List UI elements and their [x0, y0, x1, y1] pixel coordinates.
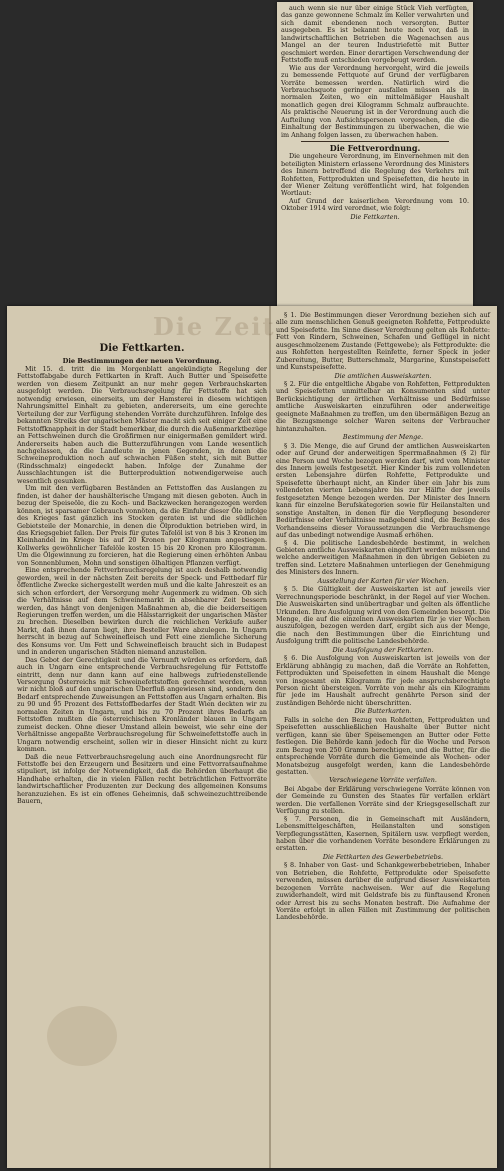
- top-paragraph-1: auch wenn sie nur über einige Stück Vieh verfügten, das ganze gewonnene Schmalz im Keller verwahrten und sich damit ebendenen noch versorgten. Butter ausgegeben. Es ist bekannt heute noch vor, daß in landwirtschaftlichen Betrieben die Wagenachsen aus Mangel an der teuren Industriefette mit Butter geschmiert werden. Einer derartigen Verschwendung der Fettstoffe muß entschieden vorgebeugt werden.: [281, 4, 469, 65]
- section-heading-4: Die Ausfolgung der Fettkarten.: [332, 645, 434, 654]
- section-heading-7: Die Fettkarten des Gewerbebetriebs.: [322, 852, 444, 861]
- article-subtitle: Die Bestimmungen der neuen Verordnung.: [62, 357, 222, 365]
- divider: [301, 141, 449, 142]
- top-heading: Die Fettverordnung.: [329, 143, 421, 154]
- section-heading-3: Ausstellung der Karten für vier Wochen.: [317, 576, 449, 585]
- section-heading-5: Die Butterkarten.: [354, 707, 412, 716]
- masthead-watermark: Die Zeit: [153, 312, 276, 341]
- top-paragraph-3: Die ungeheure Verordnung, im Einvernehmen mit den beteiligten Ministern erlassene Verordnung des Ministers des Innern betreffend die Regelung des Verkehrs mit Rohfetten, Fettprodukten und Speisefetten, die heute in der Wiener Zeitung veröffentlicht wird, hat folgenden Wortlaut:: [281, 152, 469, 198]
- article-title: Die Fettkarten.: [99, 343, 185, 354]
- right-column: [276, 312, 490, 922]
- fold-line: [269, 306, 271, 1168]
- top-subheading: Die Fettkarten.: [350, 212, 400, 221]
- section-heading-6: Verschwiegene Vorräte verfallen.: [329, 776, 437, 785]
- section-heading-1: Die amtlichen Ausweiskarten.: [334, 371, 432, 380]
- left-paragraph-4: Das Gebot der Gerechtigkeit und die Vernunft würden es erfordern, daß auch in Ungarn eine entsprechende Verbrauchsregelung für Fettstoffe eintritt, denn nur dann kann auf eine halbwegs zufriedenstellende Versorgung Österreichs mit Schweinefettstoffen gerechnet werden, wenn wir nicht bloß auf den ungarischen Überfluß angewiesen sind, sondern den Bedarf entsprechende Zuweisungen an Fettstoffen aus Ungarn erhalten. Bis zu 90 und 95 Prozent des Fettstoffbedarfes der Stadt Wien deckten wir zu normalen Zeiten in Ungarn, und bis zu 70 Prozent ihres Bedarfs an Fettstoffen mußten die österreichischen Kronländer blauen in Ungarn zumeist decken. Ohne dieser Umstand allein beweist, wie sehr eine der Verhältnisse angepaßte Verbrauchsregelung für Schweinefettstoffe auch in Ungarn notwendig erscheint, sollen wir in dieser Hinsicht nicht zu kurz kommen.: [17, 655, 267, 754]
- right-paragraph-7: Falls in solche den Bezug von Rohfetten, Fettprodukten und Speisefetten ausschließlichen Haushalte über Butter nicht verfügen, kann sie über Speisemengen an Butter oder Fette festlegen. Die Behörde kann jedoch für die Woche und Person zum Bezug von 250 Gramm berechtigen, und die Butter, für die entsprechende Vorräte durch die Gemeinde als Wochen- oder Monatsbezug ausgefolgt werden, kann die Landesbehörde gestatten.: [276, 715, 490, 776]
- top-paragraph-4: Auf Grund der kaiserlichen Verordnung vom 10. Oktober 1914 wird verordnet, wie folgt:: [281, 196, 469, 213]
- right-paragraph-1: § 1. Die Bestimmungen dieser Verordnung beziehen sich auf alle zum menschlichen Genuß geeigneten Rohfette, Fettprodukte und Speisefette. Im Sinne dieser Verordnung gelten als Rohfette: Fett von Rindern, Schweinen, Schafen und Geflügel in nicht ausgeschmolzenem Zustande (Fettgewebe); als Fettprodukte: die aus Rohfetten hergestellten Reinfette, ferner Speck in jeder Zubereitung, Butter, Butterschmalz, Margarine, Kunstspeisefett und Kunstspeisefette.: [276, 311, 490, 372]
- right-paragraph-5: § 5. Die Gültigkeit der Ausweiskarten ist auf jeweils vier Verrechnungsperiode beschränkt, in der Regel auf vier Wochen. Die Ausweiskarten sind unübertragbar und gelten als öffentliche Urkunden. Ihre Ausfolgung wird von den Gemeinden besorgt. Die Menge, die auf die einzelnen Ausweiskarten für je vier Wochen auszufolgen, bezogen werden darf, ergibt sich aus der Menge, die nach den Bestimmungen über die Einrichtung und Ausfolgung trifft die politische Landesbehörde.: [276, 585, 490, 646]
- right-paragraph-6: § 6. Die Ausfolgung von Ausweiskarten ist jeweils von der Erklärung abhängig zu machen, daß die Vorräte an Rohfetten, Fettprodukten und Speisefetten in einem Haushalt die Menge von insgesamt ein Kilogramm für jede anspruchsberechtigte Person nicht übersteigen. Vorräte von mehr als ein Kilogramm für jede im Haushalt aufrecht genährte Person sind der zuständigen Behörde nicht überschritten.: [276, 654, 490, 707]
- right-paragraph-3: § 3. Die Menge, die auf Grund der amtlichen Ausweiskarten oder auf Grund der anderweitigen Sperrmaßnahmen (§ 2) für eine Person und Woche bezogen werden darf, wird vom Minister des Innern jeweils festgesetzt. Hier Kinder bis zum vollendeten ersten Lebensjahre dürfen Rohfette, Fettprodukte und Speisefette überhaupt nicht, an Kinder über ein Jahr bis zum vollendeten vierten Lebensjahre bis zur Hälfte der jeweils festgesetzten Menge bezogen werden. Der Minister des Innern kann für einzelne Berufskategorien sowie für Heilanstalten und sonstige Anstalten, in denen für die Verpflegung besonderer Bedürfnisse oder Verhältnisse maßgebend sind, die Bezüge des Vorhandenseins dieser Voraussetzungen die Verbrauchsmenge auf das unbedingt notwendige Ausmaß erhöhen.: [276, 441, 490, 540]
- right-paragraph-9: § 7. Personen, die in Gemeinschaft mit Ausländern, Lebensmittelgeschäften, Heilanstalten und sonstigen Verpflegungsstätten, Kasernen, Spitälern usw. verpflegt werden, haben über die vorhandenen Vorräte besondere Erklärungen zu erstatten.: [276, 814, 490, 853]
- section-heading-2: Bestimmung der Menge.: [342, 433, 424, 442]
- paper-stain: [47, 1006, 117, 1066]
- top-paragraph-2: Wie aus der Verordnung hervorgeht, wird die jeweils zu bemessende Fettquote auf Grund der verfügbaren Vorräte bemessen werden. Natürlich wird die Verbrauchsquote geringer ausfallen müssen als in normalen Zeiten, wo ein mittelmäßiger Haushalt monatlich gegen drei Kilogramm Schmalz aufbrauchte. Als praktische Neuerung ist in der Verordnung auch die Aufteilung von Aufsichtspersonen vorgesehen, die die Einhaltung der Bestimmungen zu überwachen, die wie im Anhang folgen lassen, zu überwachen haben.: [281, 63, 469, 139]
- right-paragraph-2: § 2. Für die entgeltliche Abgabe von Rohfetten, Fettprodukten und Speisefetten unmittelbar an Konsumenten sind unter Berücksichtigung der örtlichen Verhältnisse und Bedürfnisse amtliche Ausweiskarten einzuführen oder anderweitige geeignete Maßnahmen zu treffen, um den übermäßigen Bezug an die Bezugsmenge solcher Waren seitens der Verbraucher hintanzuhalten.: [276, 380, 490, 433]
- left-column: [17, 342, 267, 806]
- top-clipping-column: [281, 5, 469, 222]
- right-paragraph-10: § 8. Inhaber von Gast- und Schankgewerbebetrieben, Inhaber von Betrieben, die Rohfette, Fettprodukte oder Speisefette verwenden, müssen darüber die aufgrund dieser Ausweiskarten bezogenen Vorräte nachweisen. Wer auf die Regelung zuwiderhandelt, wird mit Geldstrafe bis zu fünftausend Kronen oder Arrest bis zu sechs Monaten bestraft. Die Aufnahme der Vorräte erfolgt in allen Fällen mit Zustimmung der politischen Landesbehörde.: [276, 861, 490, 922]
- left-paragraph-2: Um mit den verfügbaren Beständen an Fettstoffen das Auslangen zu finden, ist daher der haushälterische Umgang mit diesen geboten. Auch in bezug der Speiseöle, die zu Koch- und Backzwecken herangezogen werden können, ist sparsamer Gebrauch vonnöten, da die Einfuhr dieser Öle infolge des Krieges fast gänzlich ins Stocken geraten ist und die südlichen Gebietsteile der Monarchie, in denen die Ölproduktion betrieben wird, in das Kriegsgebiet fallen. Der Preis für gutes Tafelöl ist von 8 bis 3 Kronen im Kleinhandel im Kriege bis auf 20 Kronen per Kilogramm angestiegen. Kollwerks gewöhnlicher Tafelöle kosten 15 bis 20 Kronen pro Kilogramm. Um die Ölgewinnung zu forcieren, hat die Regierung einen erhöhten Anbau von Sonnenblumen, Mohn und sonstigen ölhaltigen Pflanzen verfügt.: [17, 484, 267, 567]
- right-paragraph-8: Bei Abgabe der Erklärung verschwiegene Vorräte können von der Gemeinde zu Gunsten des Staates für verfallen erklärt werden. Die verfallenen Vorräte sind der Kriegsgesellschaft zur Verfügung zu stellen.: [276, 784, 490, 816]
- main-clipping: [7, 306, 497, 1168]
- left-paragraph-5: Daß die neue Fettverbrauchsregelung auch eine Anordnungsrecht für Fettstoffe bei den Erzeugern und Besitzern und eine Fettvorratsaufnahme stipuliert, ist infolge der Notwendigkeit, daß die Behörden überhaupt die Handhabe erhalten, die in vielen Fällen recht beträchtlichen Fettvorräte landwirtschaftlicher Produzenten zur Deckung des allgemeinen Konsums heranzuziehen. Es ist ein offenes Geheimnis, daß schweinezuchttreibende Bauern,: [17, 752, 267, 806]
- left-paragraph-3: Eine entsprechende Fettverbrauchsregelung ist auch deshalb notwendig geworden, weil in der nächsten Zeit bereits der Speck- und Fettbedarf für öffentliche Zwecke sichergestellt werden muß und die kalte Jahreszeit es an sich schon erfordert, der Versorgung mehr Augenmerk zu widmen. Ob sich die Verhältnisse auf dem Schweinemarkt in absehbarer Zeit bessern werden, das hängt von denjenigen Maßnahmen ab, die die beiderseitigen Regierungen treffen werden, um die Hälsstarrigkeit der ungarischen Mäster zu brechen. Dieselben bewirken durch die reichlichen Verkäufe außer Markt, daß ihnen daran liegt, ihre Besteller Ware abzulegen. In Ungarn herrscht in bezug auf Schweinefleisch und Fett eine ziemliche Sicherung des Konsums vor. Um Fett und Schweinefleisch braucht sich in Budapest und in anderen ungarischen Städten niemand anzustellen.: [17, 566, 267, 657]
- right-paragraph-4: § 4. Die politische Landesbehörde bestimmt, in welchen Gebieten amtliche Ausweiskarten eingeführt werden müssen und welche anderweitigen Maßnahmen in den übrigen Gebieten zu treffen sind. Letztere Maßnahmen unterliegen der Genehmigung des Ministers des Innern.: [276, 538, 490, 577]
- left-paragraph-1: Mit 15. d. tritt die im Morgenblatt angekündigte Regelung der Fettstoffabgabe durch Fettkarten in Kraft. Auch Butter und Speisefette werden von diesem Zeitpunkt an nur mehr gegen Verbrauchskarten ausgefolgt werden. Die Verbrauchsregelung für Fettstoffe hat sich notwendig erwiesen, einerseits, um der Hamsterei in diesem wichtigen Nahrungsmittel Einhalt zu gebieten, andererseits, um eine gerechte Verteilung der zur Verfügung stehenden Vorräte durchzuführen. Infolge des bekannten Streiks der ungarischen Mäster macht sich seit einiger Zeit eine Fettstoffknappheit in der Stadt bemerkbar, die durch die Außenmarktbezüge an Fettschweinen durch die Großfirmen nur einigermaßen gemildert wird. Andererseits haben auch die Butterzuführungen vom Lande wesentlich nachgelassen, da die Landleute in jenen Gegenden, in denen die Schweineproduktion noch auf schwachen Füßen steht, sich mit Butter (Rindsschmalz) eingedeckt haben. Infolge der Zunahme der Ausschlachtungen ist die Butterproduktion notwendigerweise auch wesentlich gesunken.: [17, 365, 267, 485]
- top-clipping: [277, 2, 473, 322]
